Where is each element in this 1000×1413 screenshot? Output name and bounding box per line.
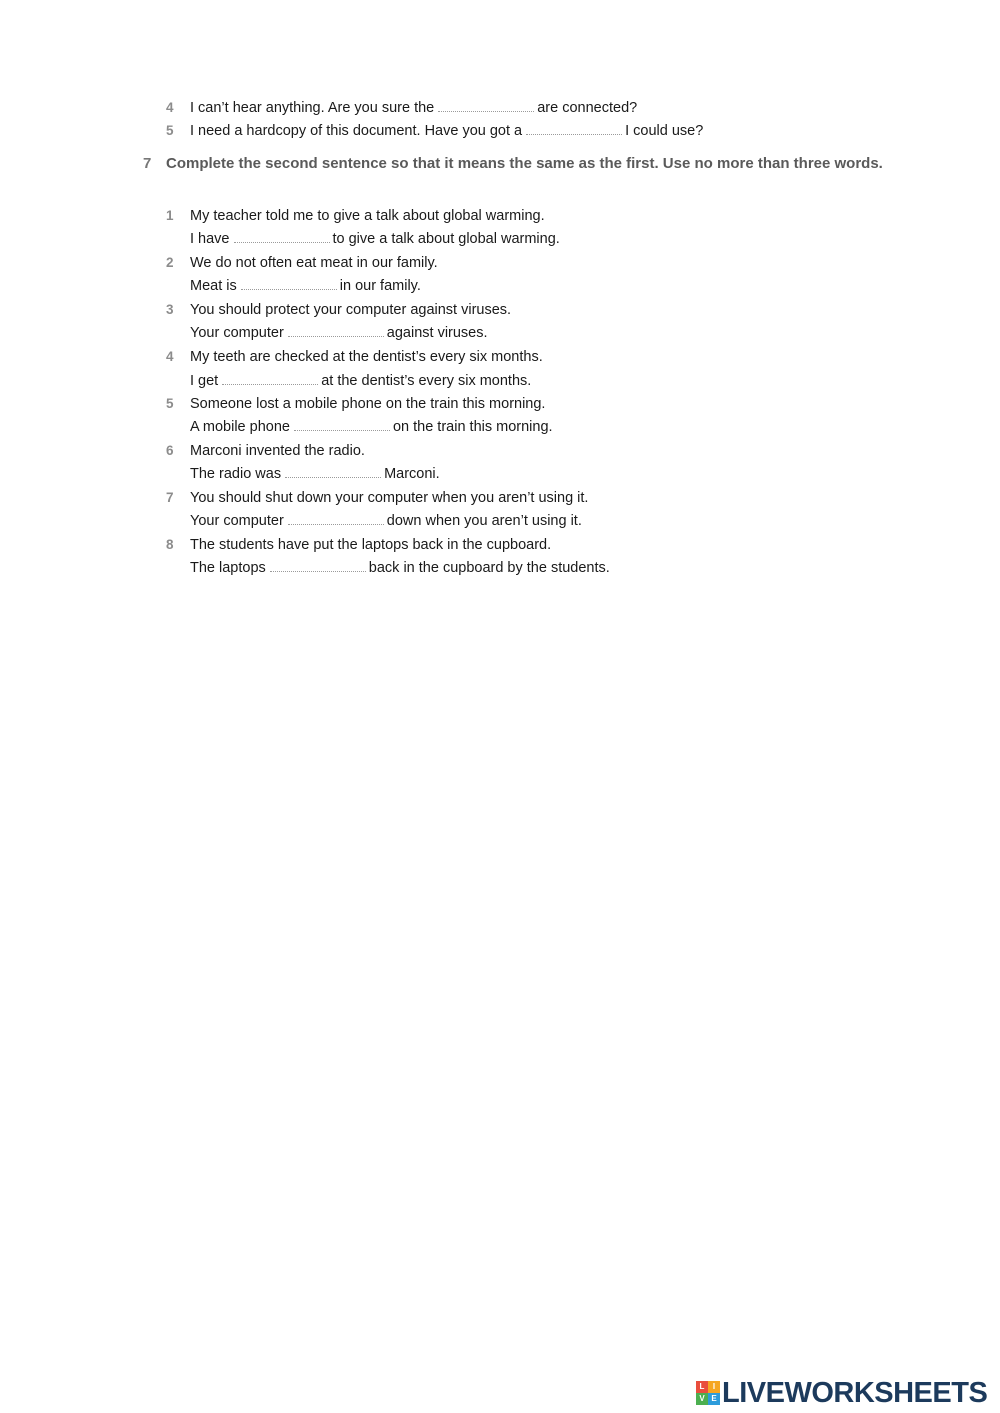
original-sentence: My teeth are checked at the dentist’s every six months. [190, 349, 543, 365]
sentence-start: The laptops [190, 560, 266, 576]
liveworksheets-logo [696, 1378, 987, 1408]
logo-text: LIVEWORKSHEETS [722, 1377, 988, 1409]
item-sentence [190, 122, 703, 140]
original-sentence: You should shut down your computer when you aren’t using it. [190, 490, 589, 506]
sentence-start: I have [190, 231, 230, 247]
answer-blank[interactable] [526, 122, 622, 135]
exercise-instruction: Complete the second sentence so that it means the same as the first. Use no more than three words. [166, 155, 883, 172]
original-sentence: You should protect your computer against viruses. [190, 302, 512, 318]
sentence-start: Your computer [190, 513, 284, 529]
original-sentence: My teacher told me to give a talk about global warming. [190, 208, 545, 224]
sentence-end: in our family. [339, 278, 421, 294]
logo-badge-letter: E [708, 1393, 720, 1405]
rewrite-sentence [190, 418, 553, 436]
item-number: 5 [166, 123, 174, 138]
sentence-start: I need a hardcopy of this document. Have you got a [190, 123, 523, 139]
item-number: 4 [166, 100, 174, 115]
item-number: 5 [166, 396, 174, 411]
sentence-end: I could use? [625, 123, 704, 139]
rewrite-sentence [190, 324, 488, 342]
logo-badge-letter: L [696, 1381, 708, 1393]
sentence-start: Your computer [190, 325, 284, 341]
item-number: 4 [166, 349, 174, 364]
item-number: 7 [166, 490, 174, 505]
sentence-start: Meat is [190, 278, 237, 294]
answer-blank[interactable] [234, 230, 330, 243]
original-sentence: Someone lost a mobile phone on the train this morning. [190, 396, 546, 412]
original-sentence: We do not often eat meat in our family. [190, 255, 438, 271]
sentence-start: I get [190, 373, 219, 389]
item-sentence [190, 99, 637, 117]
item-number: 3 [166, 302, 174, 317]
answer-blank[interactable] [294, 418, 390, 431]
logo-badge-letter: V [696, 1393, 708, 1405]
original-sentence: The students have put the laptops back in the cupboard. [190, 537, 552, 553]
sentence-end: against viruses. [386, 325, 488, 341]
rewrite-sentence [190, 277, 421, 295]
item-number: 6 [166, 443, 174, 458]
sentence-start: I can’t hear anything. Are you sure the [190, 100, 435, 116]
logo-badge-letter: I [708, 1381, 720, 1393]
item-number: 8 [166, 537, 174, 552]
rewrite-sentence [190, 230, 560, 248]
sentence-end: back in the cupboard by the students. [368, 560, 610, 576]
sentence-start: The radio was [190, 466, 282, 482]
answer-blank[interactable] [241, 277, 337, 290]
answer-blank[interactable] [438, 99, 534, 112]
item-number: 2 [166, 255, 174, 270]
answer-blank[interactable] [288, 512, 384, 525]
answer-blank[interactable] [222, 372, 318, 385]
answer-blank[interactable] [288, 324, 384, 337]
original-sentence: Marconi invented the radio. [190, 443, 365, 459]
sentence-end: down when you aren’t using it. [386, 513, 582, 529]
answer-blank[interactable] [285, 465, 381, 478]
rewrite-sentence [190, 465, 440, 483]
exercise-number: 7 [143, 155, 152, 172]
rewrite-sentence [190, 372, 531, 390]
rewrite-sentence [190, 559, 610, 577]
sentence-end: to give a talk about global warming. [332, 231, 560, 247]
sentence-end: are connected? [537, 100, 638, 116]
rewrite-sentence [190, 512, 582, 530]
sentence-end: on the train this morning. [392, 419, 553, 435]
sentence-end: at the dentist’s every six months. [321, 373, 532, 389]
answer-blank[interactable] [270, 559, 366, 572]
sentence-start: A mobile phone [190, 419, 290, 435]
sentence-end: Marconi. [384, 466, 440, 482]
item-number: 1 [166, 208, 174, 223]
logo-badge-icon [696, 1381, 720, 1405]
